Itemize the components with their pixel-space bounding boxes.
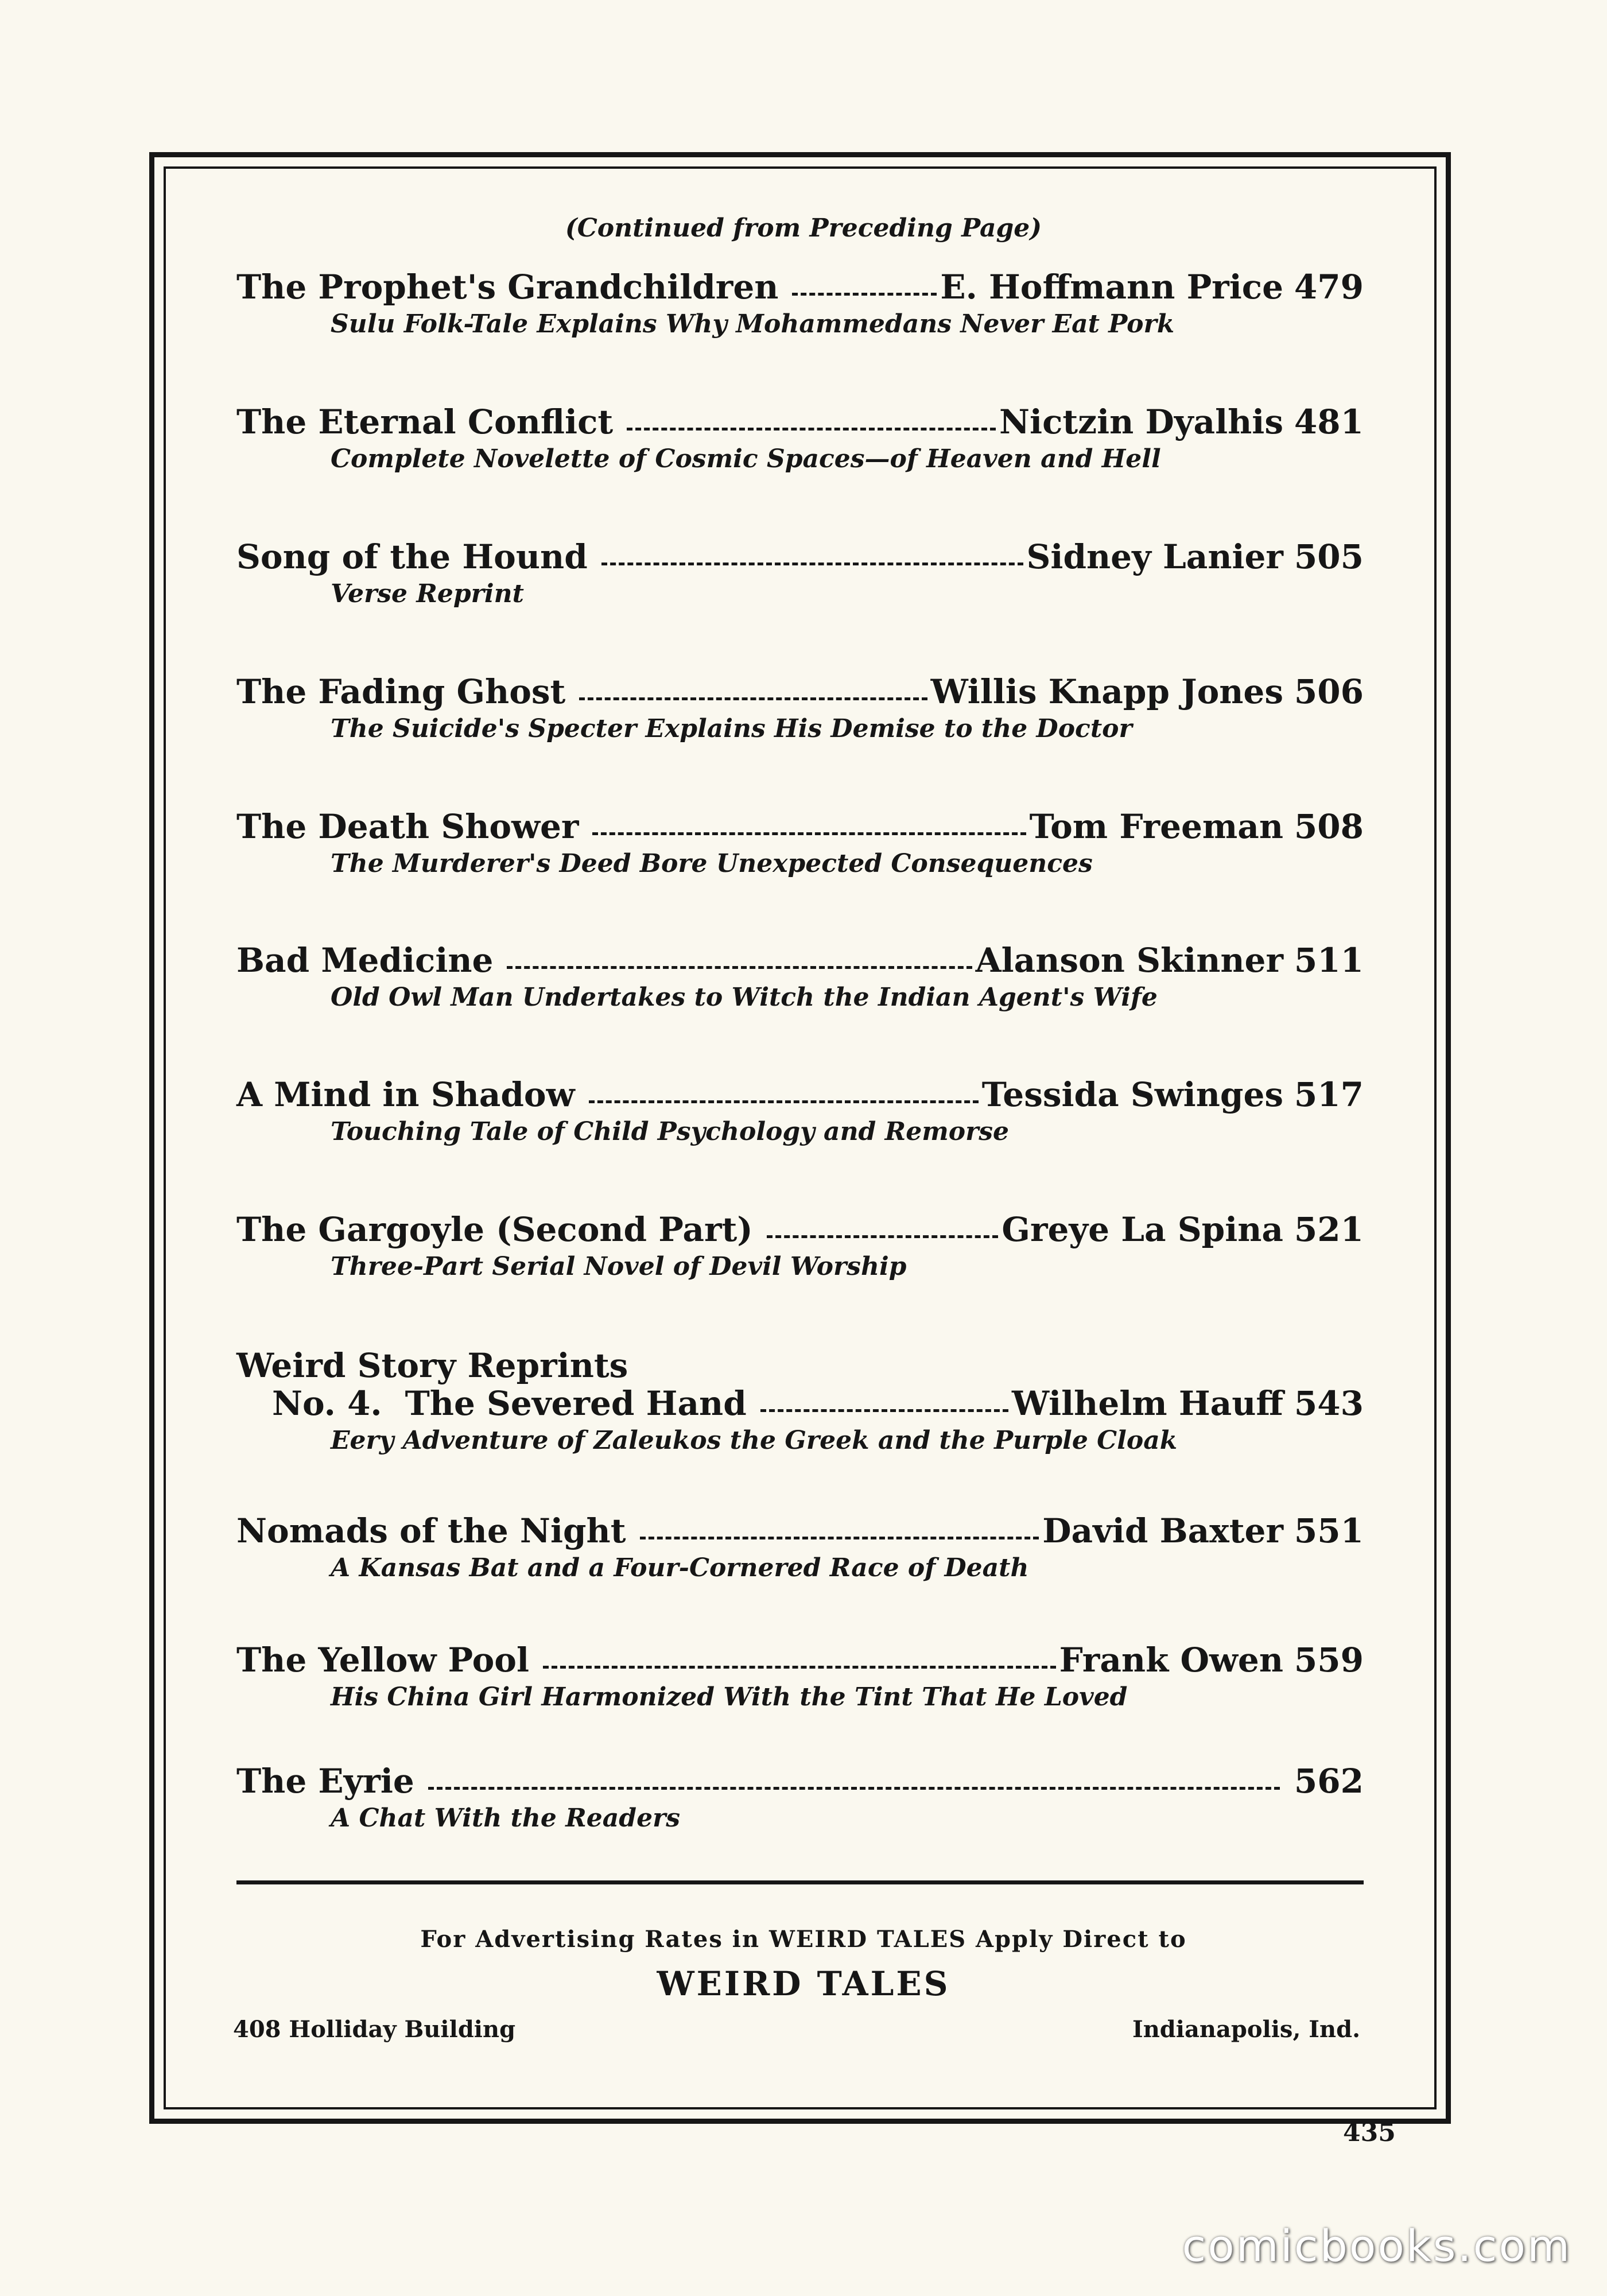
dot-leader (640, 1537, 1039, 1539)
story-author: Wilhelm Hauff (1011, 1384, 1283, 1423)
story-author: Frank Owen (1059, 1640, 1283, 1680)
entry-heading (236, 1383, 1364, 1424)
entry-heading (236, 1511, 1364, 1551)
story-author: Nictzin Dyalhis (999, 402, 1283, 441)
page-ref: 543 (1294, 1384, 1364, 1423)
story-subtitle: Verse Reprint (331, 579, 524, 608)
dot-leader (767, 1235, 999, 1238)
publisher-city: Indianapolis, Ind. (1132, 2016, 1360, 2043)
story-author: Sidney Lanier (1026, 537, 1283, 576)
toc-entry (236, 672, 1364, 746)
watermark: comicbooks.com (1182, 2220, 1571, 2271)
page-ref: 511 (1294, 941, 1364, 980)
page-ref: 551 (1294, 1511, 1364, 1550)
story-title: The Death Shower (236, 807, 579, 846)
advertising-note: For Advertising Rates in WEIRD TALES Apply Direct to (420, 1926, 1187, 1953)
story-subtitle: His China Girl Harmonized With the Tint That He Loved (331, 1682, 1128, 1712)
entry-heading (236, 1761, 1364, 1801)
story-subtitle: Three-Part Serial Novel of Devil Worship (331, 1252, 907, 1281)
page-ref: 517 (1294, 1075, 1364, 1114)
story-subtitle: Complete Novelette of Cosmic Spaces—of Heaven and Hell (331, 444, 1161, 474)
entry-heading (236, 1209, 1364, 1250)
entry-heading (236, 806, 1364, 847)
dot-leader (592, 832, 1026, 835)
entry-heading (236, 402, 1364, 442)
publisher-name: WEIRD TALES (657, 1964, 950, 2003)
entry-heading (236, 672, 1364, 712)
dot-leader (589, 1100, 979, 1103)
toc-entry (236, 1761, 1364, 1836)
toc-entry (236, 402, 1364, 476)
entry-heading (236, 940, 1364, 980)
story-subtitle: A Kansas Bat and a Four-Cornered Race of Death (331, 1553, 1029, 1583)
story-author: Tessida Swinges (981, 1075, 1283, 1114)
story-subtitle: The Suicide's Specter Explains His Demise to the Doctor (331, 714, 1132, 743)
publisher-address: 408 Holliday Building (233, 2016, 516, 2043)
story-author: David Baxter (1042, 1511, 1283, 1550)
toc-entry (236, 1209, 1364, 1284)
page-ref: 562 (1294, 1762, 1364, 1801)
dot-leader (627, 428, 996, 430)
story-title: The Eyrie (236, 1762, 414, 1801)
story-title: Nomads of the Night (236, 1511, 626, 1550)
dot-leader (507, 966, 972, 969)
page-number: 435 (1343, 2118, 1396, 2147)
story-author: Tom Freeman (1029, 807, 1283, 846)
dot-leader (792, 293, 937, 296)
story-title: Song of the Hound (236, 537, 588, 576)
dot-leader (760, 1409, 1008, 1412)
story-title: The Severed Hand (405, 1384, 747, 1423)
toc-entry (236, 1640, 1364, 1715)
story-author: E. Hoffmann Price (940, 267, 1283, 307)
dot-leader (601, 563, 1023, 565)
toc-entry (236, 1348, 1364, 1458)
series-number: No. 4. (272, 1384, 382, 1423)
story-title: The Yellow Pool (236, 1640, 530, 1680)
story-title: A Mind in Shadow (236, 1075, 575, 1114)
page-ref: 508 (1294, 807, 1364, 846)
toc-entry (236, 806, 1364, 881)
toc-entry (236, 940, 1364, 1015)
story-title: The Prophet's Grandchildren (236, 267, 779, 307)
series-heading: Weird Story Reprints (236, 1346, 628, 1385)
page-ref: 521 (1294, 1210, 1364, 1249)
story-subtitle: The Murderer's Deed Bore Unexpected Consequences (331, 849, 1093, 878)
entry-heading (236, 1640, 1364, 1680)
dot-leader (543, 1666, 1056, 1669)
entry-heading (236, 537, 1364, 577)
toc-entry (236, 1075, 1364, 1149)
story-subtitle: Sulu Folk-Tale Explains Why Mohammedans Never Eat Pork (331, 309, 1175, 339)
dot-leader (428, 1787, 1280, 1790)
toc-entry (236, 267, 1364, 342)
story-subtitle: Touching Tale of Child Psychology and Remorse (331, 1117, 1010, 1146)
continued-note: (Continued from Preceding Page) (565, 214, 1042, 243)
story-title: The Eternal Conflict (236, 402, 614, 441)
story-title: Bad Medicine (236, 941, 494, 980)
toc-entry (236, 1511, 1364, 1585)
page-ref: 506 (1294, 672, 1364, 711)
story-author: Willis Knapp Jones (930, 672, 1283, 711)
story-subtitle: Old Owl Man Undertakes to Witch the Indian Agent's Wife (331, 983, 1158, 1012)
entry-heading (236, 267, 1364, 307)
entry-heading (236, 1075, 1364, 1115)
story-author: Alanson Skinner (975, 941, 1283, 980)
story-title: The Fading Ghost (236, 672, 566, 711)
page-ref: 559 (1294, 1640, 1364, 1680)
story-subtitle: Eery Adventure of Zaleukos the Greek and the Purple Cloak (331, 1426, 1178, 1455)
story-subtitle: A Chat With the Readers (331, 1804, 681, 1833)
page-ref: 481 (1294, 402, 1364, 441)
dot-leader (579, 697, 927, 700)
section-divider (236, 1880, 1364, 1884)
toc-entry (236, 537, 1364, 611)
page-ref: 479 (1294, 267, 1364, 307)
story-title: The Gargoyle (Second Part) (236, 1210, 753, 1249)
page-ref: 505 (1294, 537, 1364, 576)
story-author: Greye La Spina (1002, 1210, 1283, 1249)
